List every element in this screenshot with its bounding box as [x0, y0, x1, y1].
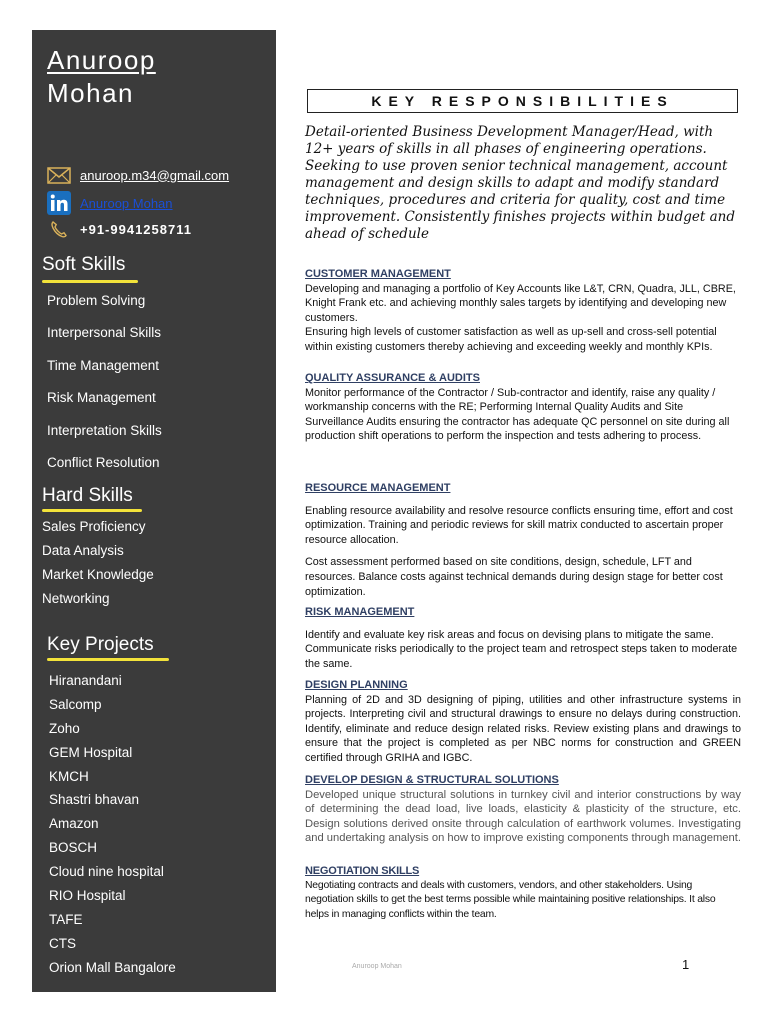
paragraph: Negotiating contracts and deals with customers, vendors, and other stakeholders. Using negotiation skills to get the best terms possible while maintaining positive relationships. It also helps in managing conflicts within the team. [305, 879, 716, 920]
paragraph: Developed unique structural solutions in turnkey civil and interior constructions by way of determining the dead load, live loads, elasticity & plasticity of the structure, etc. Design solutions derived onsite through calculation of earthwork volumes. Investigating and undertaking analysis on how to improve existing components through management. [305, 788, 741, 845]
contact-phone [46, 218, 192, 240]
list-item: Shastri bhavan [49, 792, 140, 808]
section-customer-management [305, 267, 741, 355]
list-item: TAFE [49, 911, 83, 927]
list-item: Orion Mall Bangalore [49, 959, 176, 975]
list-item: CTS [49, 935, 76, 951]
list-item: Data Analysis [42, 543, 124, 558]
section-heading: RISK MANAGEMENT [305, 606, 415, 618]
name-last: Mohan [47, 78, 134, 108]
section-structural-solutions [305, 773, 741, 846]
email-link[interactable]: anuroop.m34@gmail.com [80, 167, 230, 183]
list-item: Sales Proficiency [42, 519, 146, 534]
section-heading: DEVELOP DESIGN & STRUCTURAL SOLUTIONS [305, 774, 559, 786]
section-design-planning [305, 678, 741, 766]
paragraph: Planning of 2D and 3D designing of piping, utilities and other infrastructure systems in projects. Interpreting civil and structural drawings to ensure no delays during construction. Identify, eliminate and reduce design related risks. Review existing plans and drawings to ensure that the project is completed as per NBC norms for construction and GREEN certified through GRIHA and IGBC. [305, 693, 741, 764]
soft-skills-list [47, 293, 162, 487]
key-responsibilities-title: KEY RESPONSIBILITIES [307, 89, 738, 113]
page-number: 1 [682, 957, 690, 972]
section-negotiation-skills [305, 864, 741, 922]
list-item: Risk Management [47, 390, 156, 406]
list-item: Interpretation Skills [47, 422, 162, 438]
section-heading: RESOURCE MANAGEMENT [305, 482, 451, 494]
list-item: Amazon [49, 816, 99, 832]
section-heading: NEGOTIATION SKILLS [305, 865, 420, 877]
paragraph: Ensuring high levels of customer satisfaction as well as up-sell and cross-sell potential within existing customers thereby achieving and exceeding weekly and monthly KPIs. [305, 326, 717, 353]
list-item: BOSCH [49, 840, 98, 856]
linkedin-icon [46, 192, 72, 214]
paragraph: Enabling resource availability and resolve resource conflicts ensuring time, effort and cost optimization. Training and periodic reviews for skill matrix conducted to ascertain proper resource allocation. [305, 504, 733, 546]
paragraph: Identify and evaluate key risk areas and focus on devising plans to mitigate the same. Communicate risks periodically to the project team and retrospect steps taken to moderate the same. [305, 628, 738, 670]
section-quality-assurance [305, 371, 741, 444]
list-item: Interpersonal Skills [47, 325, 162, 341]
hard-skills-title: Hard Skills [42, 485, 133, 506]
list-item: GEM Hospital [49, 744, 133, 760]
phone-number: +91-9941258711 [80, 221, 192, 237]
list-item: Conflict Resolution [47, 454, 160, 470]
key-projects-underline [47, 658, 169, 661]
sidebar [32, 30, 276, 992]
section-risk-management [305, 605, 741, 671]
footer-name: Anuroop Mohan [352, 963, 402, 970]
candidate-name [47, 44, 156, 110]
soft-skills-underline [42, 280, 138, 283]
hard-skills-underline [42, 509, 142, 512]
phone-icon [46, 218, 72, 240]
list-item: Zoho [49, 720, 80, 736]
list-item: Cloud nine hospital [49, 864, 164, 880]
hard-skills-list [42, 519, 154, 615]
contact-linkedin[interactable] [46, 192, 173, 214]
list-item: Networking [42, 591, 110, 606]
name-first: Anuroop [47, 45, 156, 75]
soft-skills-title: Soft Skills [42, 254, 126, 275]
key-projects-list [49, 673, 176, 984]
section-heading: CUSTOMER MANAGEMENT [305, 268, 451, 280]
list-item: Time Management [47, 357, 160, 373]
list-item: KMCH [49, 768, 89, 784]
paragraph: Developing and managing a portfolio of Key Accounts like L&T, CRN, Quadra, JLL, CBRE, Knight Frank etc. and achieving monthly sales targets by identifying and developing new customers. [305, 282, 736, 324]
list-item: RIO Hospital [49, 888, 126, 904]
list-item: Hiranandani [49, 673, 122, 688]
professional-summary: Detail-oriented Business Development Manager/Head, with 12+ years of skills in all phases of engineering operations. Seeking to use proven senior technical management, account management and design skills to adapt and modify standard techniques, procedures and criteria for quality, cost and time improvement. Consistently finishes projects within budget and ahead of schedule [305, 124, 736, 242]
section-resource-management [305, 481, 741, 599]
envelope-icon [46, 164, 72, 186]
list-item: Salcomp [49, 696, 102, 712]
section-heading: QUALITY ASSURANCE & AUDITS [305, 372, 480, 384]
linkedin-link[interactable]: Anuroop Mohan [80, 195, 173, 211]
contact-email[interactable] [46, 164, 229, 186]
key-projects-title: Key Projects [47, 634, 154, 655]
list-item: Market Knowledge [42, 567, 154, 582]
section-heading: DESIGN PLANNING [305, 679, 408, 691]
paragraph: Monitor performance of the Contractor / Sub-contractor and identify, raise any quality / workmanship concerns with the RE; Performing Internal Quality Audits and Site Surveillance Audits ensuring the contractor has adequate QC personnel on site during all production shift operations to perform the inspection and tests adhering to process. [305, 386, 730, 443]
paragraph: Cost assessment performed based on site conditions, design, schedule, LFT and resources. Balance costs against technical demands during design stage for better cost optimization. [305, 556, 723, 598]
list-item: Problem Solving [47, 293, 146, 308]
